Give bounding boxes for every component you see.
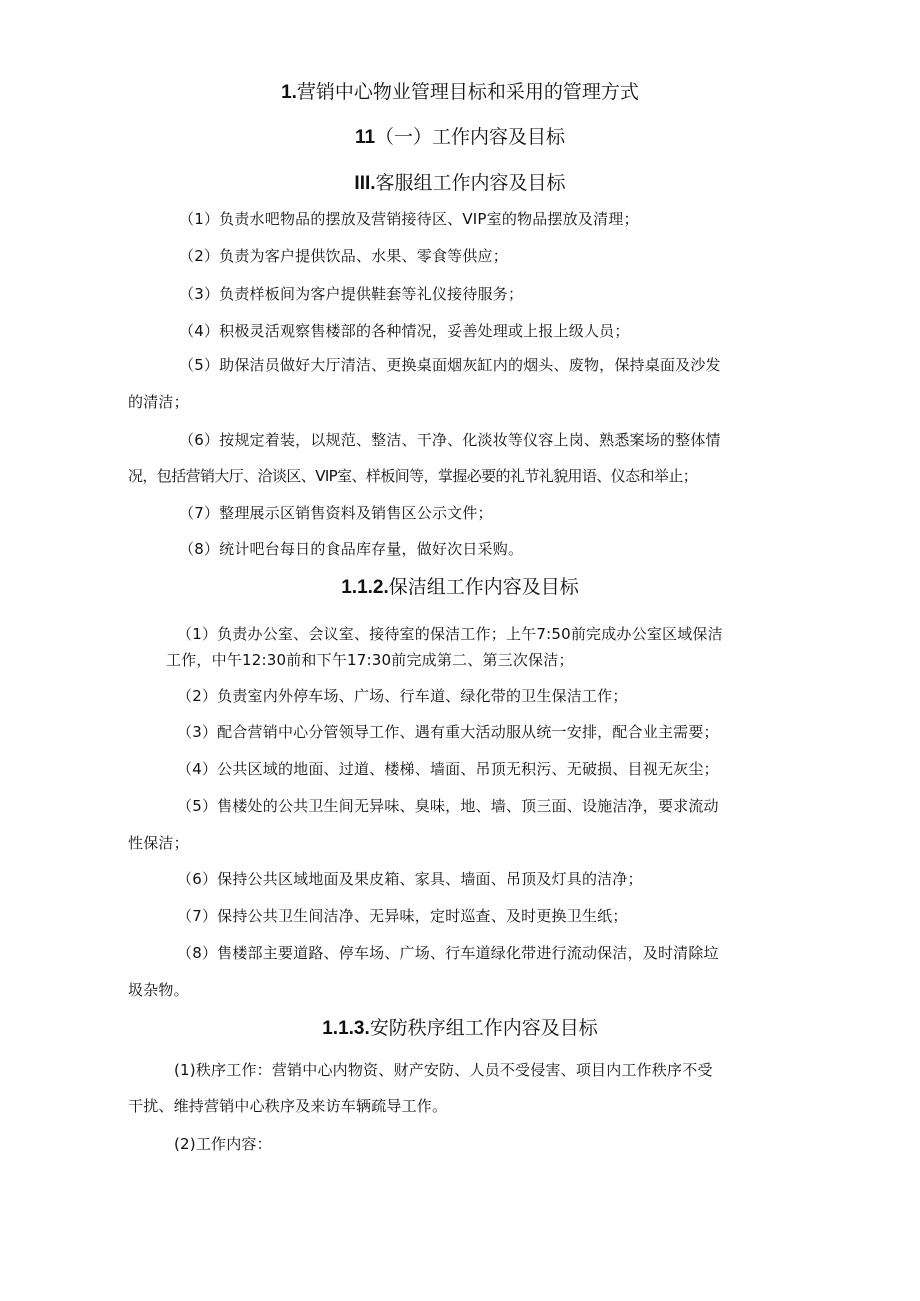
security-line-2: (2)工作内容： — [174, 1135, 272, 1153]
security-line-1: (1)秩序工作：营销中心内物资、财产安防、人员不受侵害、项目内工作秩序不受 — [174, 1061, 713, 1079]
cleaning-line-3: （3）配合营销中心分管领导工作、遇有重大活动服从统一安排，配合业主需要； — [177, 723, 719, 741]
heading-3-text: 客服组工作内容及目标 — [375, 172, 566, 194]
heading-1 — [0, 80, 920, 105]
service-line-3: （3）负责样板间为客户提供鞋套等礼仪接待服务； — [179, 285, 524, 303]
cleaning-line-6: （6）保持公共区域地面及果皮箱、家具、墙面、吊顶及灯具的洁净； — [177, 870, 643, 888]
heading-2 — [0, 125, 920, 150]
heading-4-number: 1.1.2. — [341, 577, 389, 598]
service-line-6: （6）按规定着装，以规范、整洁、干净、化淡妆等仪容上岗、熟悉案场的整体情 — [179, 431, 721, 449]
service-line-2: （2）负责为客户提供饮品、水果、零食等供应； — [179, 247, 508, 265]
heading-3 — [0, 171, 920, 196]
cleaning-line-5-cont: 性保洁； — [128, 834, 189, 852]
service-line-7: （7）整理展示区销售资料及销售区公示文件； — [179, 504, 493, 522]
heading-4 — [0, 575, 920, 600]
cleaning-line-8: （8）售楼部主要道路、停车场、广场、行车道绿化带进行流动保洁，及时清除垃 — [177, 944, 719, 962]
cleaning-line-5: （5）售楼处的公共卫生间无异味、臭味，地、墙、顶三面、设施洁净，要求流动 — [177, 797, 719, 815]
service-line-4: （4）积极灵活观察售楼部的各种情况，妥善处理或上报上级人员； — [179, 322, 630, 340]
heading-3-number: III. — [354, 173, 376, 194]
service-line-5: （5）助保洁员做好大厅清洁、更换桌面烟灰缸内的烟头、废物，保持桌面及沙发 — [179, 356, 721, 374]
heading-4-text: 保洁组工作内容及目标 — [388, 576, 579, 598]
heading-5-number: 1.1.3. — [322, 1018, 370, 1039]
heading-5 — [0, 1016, 920, 1041]
heading-1-number: 1. — [281, 82, 297, 103]
heading-2-text: （一）工作内容及目标 — [375, 126, 566, 148]
security-line-1-cont: 干扰、维持营销中心秩序及来访车辆疏导工作。 — [128, 1097, 448, 1115]
cleaning-line-8-cont: 圾杂物。 — [128, 981, 189, 999]
cleaning-line-4: （4）公共区域的地面、过道、楼梯、墙面、吊顶无积污、无破损、目视无灰尘； — [177, 760, 719, 778]
service-line-8: （8）统计吧台每日的食品库存量，做好次日采购。 — [179, 540, 524, 558]
service-line-6-cont: 况，包括营销大厅、洽谈区、VIP室、样板间等，掌握必要的礼节礼貌用语、仪态和举止； — [128, 467, 698, 485]
cleaning-line-1: （1）负责办公室、会议室、接待室的保洁工作；上午7:50前完成办公室区域保洁 — [177, 625, 723, 643]
heading-5-text: 安防秩序组工作内容及目标 — [369, 1017, 598, 1039]
service-line-1: （1）负责水吧物品的摆放及营销接待区、VIP室的物品摆放及清理； — [179, 210, 639, 228]
heading-2-number: 11 — [354, 127, 376, 148]
heading-1-text: 营销中心物业管理目标和采用的管理方式 — [296, 81, 639, 103]
cleaning-line-7: （7）保持公共卫生间洁净、无异味，定时巡查、及时更换卫生纸； — [177, 907, 628, 925]
cleaning-line-1-cont: 工作，中午12:30前和下午17:30前完成第二、第三次保洁； — [166, 651, 574, 669]
service-line-5-cont: 的清洁； — [128, 393, 189, 411]
cleaning-line-2: （2）负责室内外停车场、广场、行车道、绿化带的卫生保洁工作； — [177, 687, 628, 705]
